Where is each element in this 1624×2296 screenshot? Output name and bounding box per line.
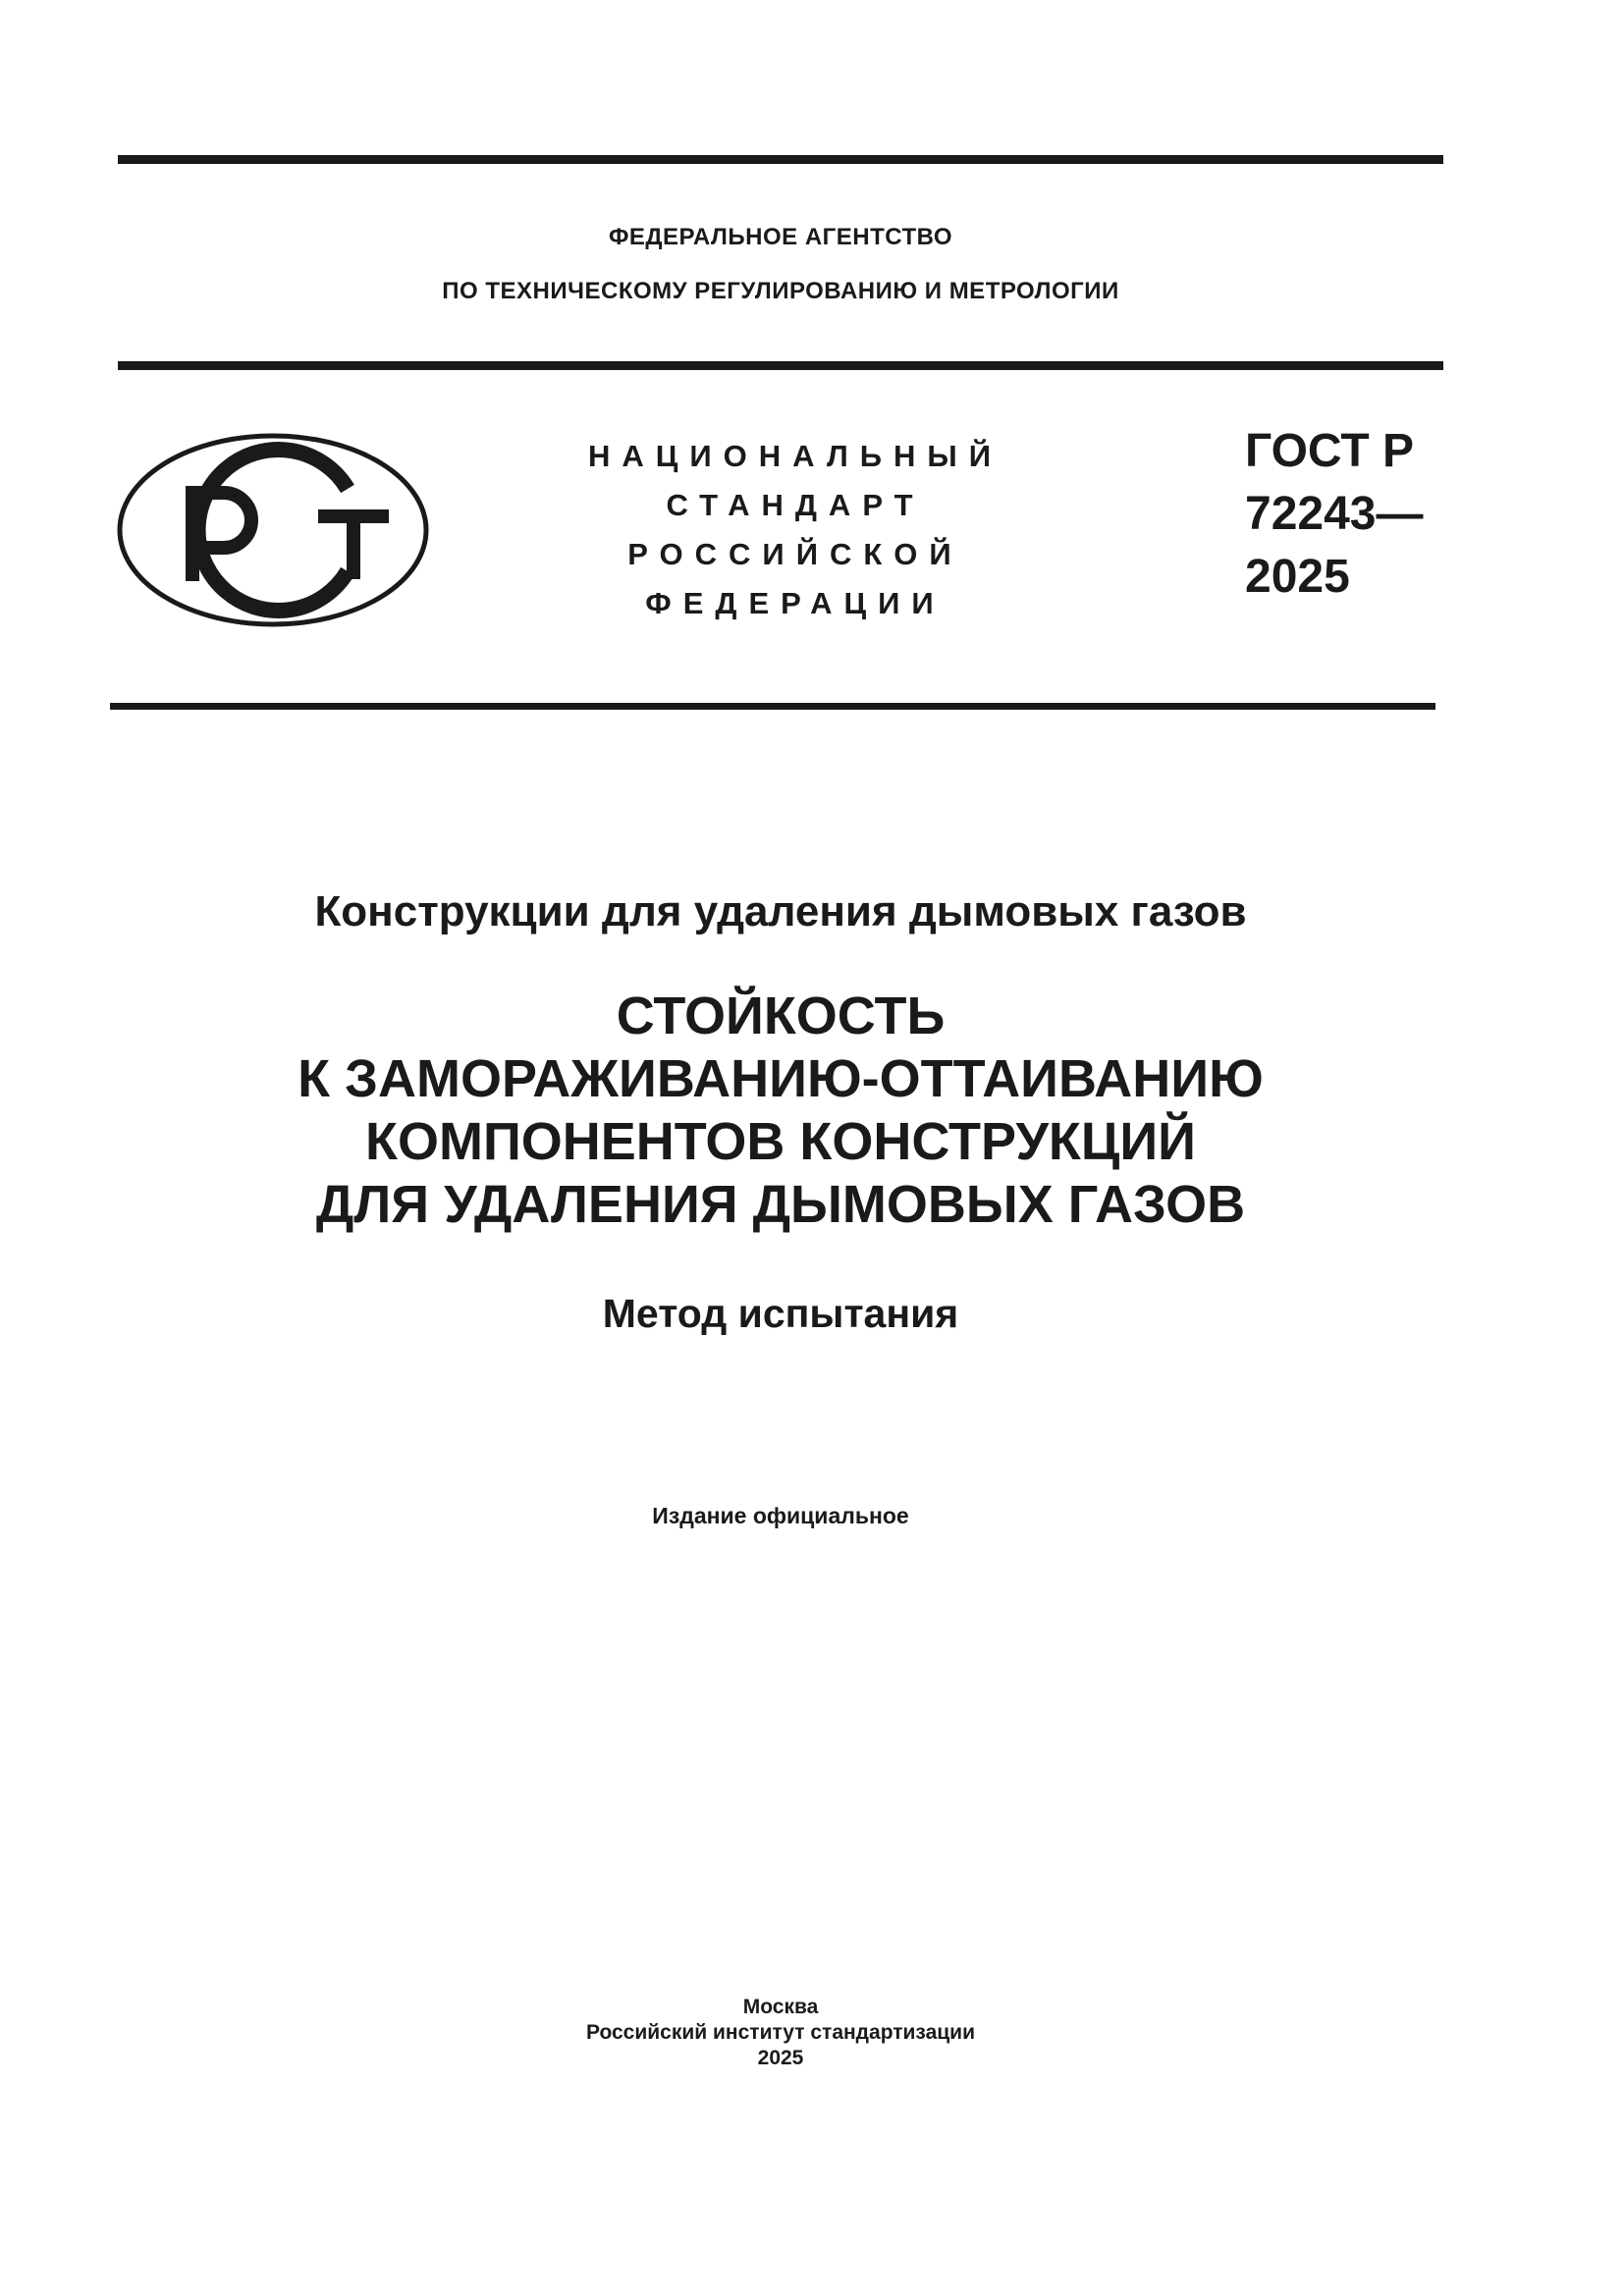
agency-divider bbox=[118, 361, 1443, 370]
agency-line-1: ФЕДЕРАЛЬНОЕ АГЕНТСТВО bbox=[608, 224, 953, 250]
title-line-4: ДЛЯ УДАЛЕНИЯ ДЫМОВЫХ ГАЗОВ bbox=[315, 1175, 1246, 1234]
title-line-3: КОМПОНЕНТОВ КОНСТРУКЦИЙ bbox=[365, 1112, 1196, 1171]
publisher-city: Москва bbox=[742, 1996, 819, 2018]
publisher-year: 2025 bbox=[757, 2047, 804, 2069]
publisher-block bbox=[118, 1995, 1443, 2071]
edition-note: Издание официальное bbox=[652, 1503, 909, 1528]
document-title bbox=[118, 985, 1443, 1236]
rst-logo-icon bbox=[116, 432, 430, 628]
natstd-line-2: СТАНДАРТ bbox=[666, 488, 925, 522]
agency-line-2: ПО ТЕХНИЧЕСКОМУ РЕГУЛИРОВАНИЮ И МЕТРОЛОГИИ bbox=[442, 278, 1119, 304]
header-bottom-rule bbox=[110, 703, 1435, 710]
publisher-institute: Российский институт стандартизации bbox=[585, 2021, 976, 2044]
top-rule bbox=[118, 155, 1443, 164]
title-line-1: СТОЙКОСТЬ bbox=[616, 987, 946, 1045]
gost-line-3: 2025 bbox=[1245, 551, 1350, 603]
natstd-line-3: РОССИЙСКОЙ bbox=[627, 537, 963, 571]
gost-line-2: 72243— bbox=[1245, 488, 1424, 540]
rst-logo bbox=[116, 432, 430, 628]
national-standard-block bbox=[550, 432, 1041, 628]
gost-line-1: ГОСТ Р bbox=[1245, 425, 1415, 477]
title-line-2: К ЗАМОРАЖИВАНИЮ-ОТТАИВАНИЮ bbox=[298, 1049, 1264, 1108]
gost-number-block bbox=[1245, 420, 1423, 609]
document-subtitle: Конструкции для удаления дымовых газов bbox=[314, 887, 1247, 935]
document-method: Метод испытания bbox=[602, 1291, 959, 1336]
natstd-line-1: НАЦИОНАЛЬНЫЙ bbox=[587, 439, 1003, 473]
natstd-line-4: ФЕДЕРАЦИИ bbox=[645, 586, 946, 620]
